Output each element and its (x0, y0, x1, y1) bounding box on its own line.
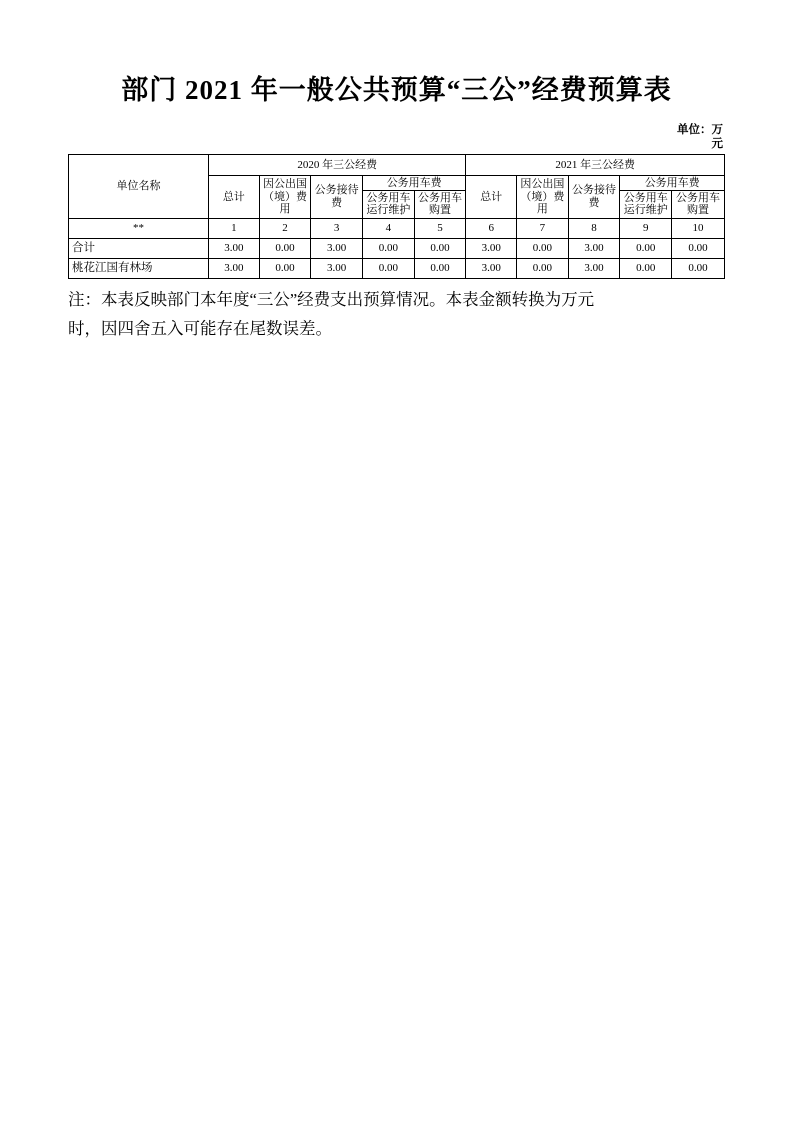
table-row (69, 258, 725, 278)
number-row-label: ** (69, 218, 209, 238)
number-cell: 1 (209, 218, 260, 238)
header-2021-vehicle-operation: 公务用车运行维护 (620, 191, 672, 219)
number-cell: 6 (466, 218, 517, 238)
table-header-row-1 (69, 154, 725, 175)
table-row (69, 238, 725, 258)
row-cell: 0.00 (620, 258, 672, 278)
row-cell: 3.00 (209, 238, 260, 258)
row-cell: 0.00 (259, 238, 311, 258)
header-2020-vehicle-purchase: 公务用车购置 (414, 191, 466, 219)
row-cell: 0.00 (363, 238, 415, 258)
header-2020-vehicle-group: 公务用车费 (363, 175, 466, 190)
number-cell: 2 (259, 218, 311, 238)
row-cell: 0.00 (672, 258, 725, 278)
page-title: 部门 2021 年一般公共预算“三公”经费预算表 (121, 75, 672, 105)
header-2021-vehicle-group: 公务用车费 (620, 175, 725, 190)
row-cell: 0.00 (672, 238, 725, 258)
row-cell: 3.00 (568, 258, 620, 278)
row-cell: 0.00 (517, 258, 569, 278)
header-2021-abroad: 因公出国（境）费用 (517, 175, 569, 218)
row-cell: 3.00 (209, 258, 260, 278)
row-name: 合计 (69, 238, 209, 258)
row-cell: 0.00 (414, 238, 466, 258)
unit-note-line2: 元 (711, 138, 723, 151)
header-2020-reception: 公务接待费 (311, 175, 363, 218)
row-cell: 0.00 (620, 238, 672, 258)
header-unit-name: 单位名称 (69, 154, 209, 218)
header-2021-reception: 公务接待费 (568, 175, 620, 218)
row-cell: 0.00 (517, 238, 569, 258)
header-2020-total: 总计 (209, 175, 260, 218)
header-group-2021: 2021 年三公经费 (466, 154, 725, 175)
row-cell: 0.00 (363, 258, 415, 278)
row-name: 桃花江国有林场 (69, 258, 209, 278)
row-cell: 3.00 (311, 238, 363, 258)
footnote-line-2: 时，因四舍五入可能存在尾数误差。 (68, 318, 332, 338)
unit-note (68, 123, 725, 152)
header-2020-abroad: 因公出国（境）费用 (259, 175, 311, 218)
row-cell: 3.00 (568, 238, 620, 258)
unit-note-line1: 单位：万 (677, 124, 723, 136)
row-cell: 3.00 (466, 258, 517, 278)
footnote (68, 286, 728, 344)
number-cell: 10 (672, 218, 725, 238)
table-number-row (69, 218, 725, 238)
row-cell: 0.00 (414, 258, 466, 278)
number-cell: 5 (414, 218, 466, 238)
number-cell: 9 (620, 218, 672, 238)
header-2021-vehicle-purchase: 公务用车购置 (672, 191, 725, 219)
row-cell: 3.00 (311, 258, 363, 278)
number-cell: 3 (311, 218, 363, 238)
header-group-2020: 2020 年三公经费 (209, 154, 466, 175)
number-cell: 4 (363, 218, 415, 238)
row-cell: 0.00 (259, 258, 311, 278)
header-2021-total: 总计 (466, 175, 517, 218)
row-cell: 3.00 (466, 238, 517, 258)
number-cell: 7 (517, 218, 569, 238)
footnote-line-1: 注：本表反映部门本年度“三公”经费支出预算情况。本表金额转换为万元 (68, 289, 595, 309)
budget-table (68, 154, 725, 279)
number-cell: 8 (568, 218, 620, 238)
header-2020-vehicle-operation: 公务用车运行维护 (363, 191, 415, 219)
